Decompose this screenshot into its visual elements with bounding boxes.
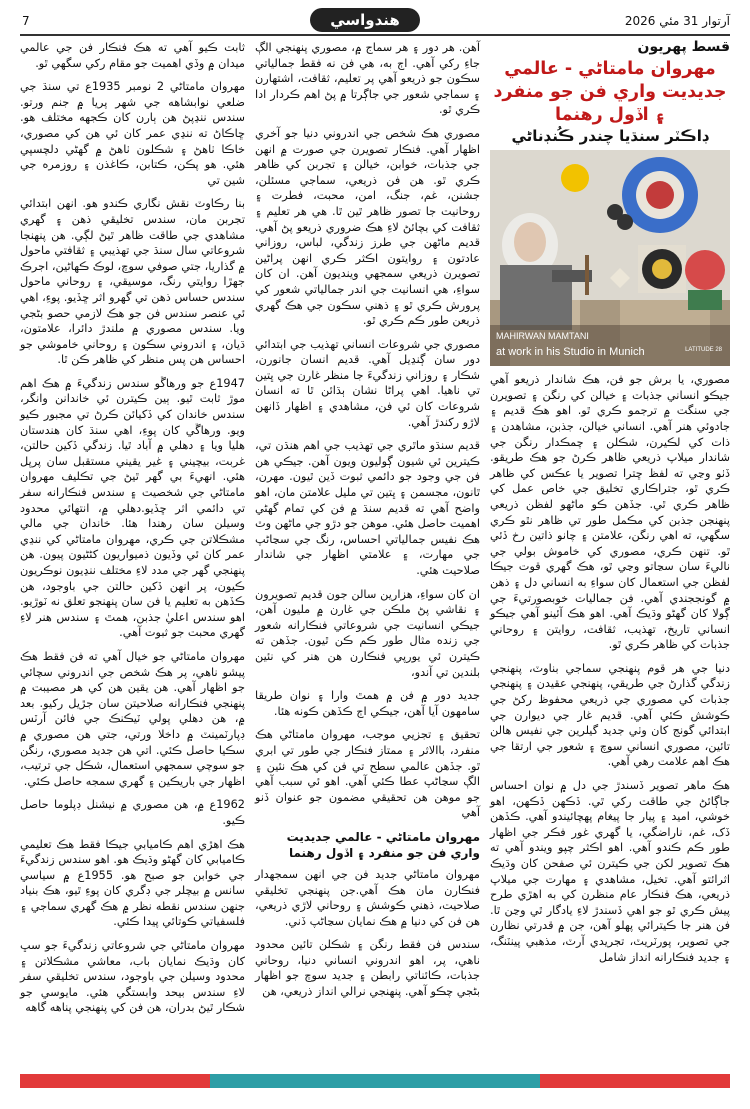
photo-caption-text: at work in his Studio in Munich xyxy=(496,345,645,358)
body-paragraph: ان کان سواءِ، هزارين سالن جون قديم تصويرون ۽ نقاشي پڻ ملڪن جي غارن ۾ مليون آهن، جيڪي انسانيت جي شروعاتي فنڪارانه شعور جي زنده مثال طور ڪم ڪن ٿيون. جڏهن ته ڪيترن ئي يورپي فنڪارن هن هنر کي نئين بلندين تي آندو، xyxy=(255,587,480,679)
body-paragraph: قديم سنڌو ماٿري جي تهذيب جي اهم هنڌن تي، ڪيترين ئي شيون ڳوليون ويون آهن. جيڪي هن فن جي وجود جو دائمي ثبوت ڏين ٿيون. مهرن، ٿانون، مجسمن ۽ ڀتين تي مليل علامتن مان، اهو واضح آهي ته قديم سنڌ ۾ فن کي تمام گهڻي اهميت حاصل هئي. موهن جو دڙو جي ماڻهن وٽ هڪ نفيس جمالياتي احساس، رنگ جي سڃاڻپ جي مهارت، ۽ علامتي اظهار جي شاندار صلاحيت هئي. xyxy=(255,439,480,577)
page-number: 7 xyxy=(22,14,30,28)
section-subhead: مهروان مامتاڻي - عالمي جديديت واري فن جو منفرد ۽ اڏول رهنما xyxy=(286,829,480,860)
body-paragraph: مصوري هڪ شخص جي اندروني دنيا جو آخري اظهار آهي. فنڪار تصويرن جي صورت ۾ انهن جي جذبات، خوابن، خيالن ۽ تجربن کي ظاهر ڪري ٿو. هن فن ذريعي، سماجي مسئلن، جشنن، غم، جنگ، امن، محبت، فطرت ۽ روحانيت جا تصور ظاهر ٿين ٿا. هي هر تعليم ۽ ثقافت کي بچائڻ لاءِ هڪ ضروري ذريعو پڻ آهي. قديم ماڻهن جي طرز زندگي، لباس، روزاني عادتون ۽ روايتون اڪثر ڪري انهن پراڻين تصويرن ذريعي سمجهي وينديون آهن. ان کان سواءِ، هي انسانيت جي اندر جمالياتي شعور کي پرورش ڪري ٿو ۽ ذهني سڪون جي هڪ گهري ذريعن طور ڪم ڪري ٿو. xyxy=(255,126,480,328)
header-rule xyxy=(20,34,730,36)
body-paragraph: مهروان مامتاڻي جو خيال آهي ته فن فقط هڪ پيشو ناهي، پر هڪ شخص جي اندروني سچائي جو اظهار آهي. هن يقين هن کي هر مصيبت ۾ پنهنجي فنڪارانه صلاحيتن سان جڙيل رکيو. بعد ۾، هن دهلي پولي ٽيڪنڪ جي فائن آرٽس ڊپارٽمينٽ ۾ داخلا ورتي، جتي هن مصوري ۾ سڪيا حاصل ڪئي. اتي هن جديد مصوري، رنگن جو سوچي سمجهي استعمال، شڪل جي ترتيب، اظهار جي باريڪين ۽ گهري سمجه حاصل ڪئي. xyxy=(20,649,245,788)
body-paragraph: 1947ع جو ورهاڱو سندس زندگيءَ ۾ هڪ اهم موڙ ثابت ٿيو. ٻين ڪيترن ئي خاندانن وانگر، سندس خاندان کي ڏکيائن ڪرڻ تي مجبور ڪيو ويو. ورهاڱي کان پوءِ، اهي سنڌ کان هندستان هليا ويا ۽ دهلي ۾ آباد ٿيا. زندگي ڏکين حالتن، غربت، بيچيني ۽ غير يقيني مستقبل سان پرپل هئي. انهيءَ بي گهر ٿيڻ جي تڪليف مهروان مامتاڻي جي شخصيت ۽ سندس فنڪارانه سفر تي دائمي اثر ڇڏيو.دهلي ۾، انتهائي محدود وسيلن سان رهندا هئا. خاندان جي مالي مشڪلاتن جي ڪري، مهروان مامتاڻي کي ننڍي عمر کان ئي وڏيون ذميواريون کڻڻيون پيون. هن پنهنجي گهر جي مدد لاءِ مختلف ننڍيون نوڪريون ڪيون، پر انهن ڏکين حالتن جي باوجود، هن ڪڏهن به تعليم يا فن سان پنهنجو تعلق نه ٽوڙيو. اهو سندس اعليٰ جذبن، همٿ ۽ سندس هنر لاءِ گهري محبت جو ثبوت آهي. xyxy=(20,376,245,640)
body-paragraph: هڪ ماهر تصوير ڏسندڙ جي دل ۾ نوان احساس جاڳائڻ جي طاقت رکي ٿي. ڏڪهن ڏڪهن، اهو خوشي، اميد ۽ پيار جا پيغام پهچائيندو آهي. ڪڏهن ڏک، غم، ناراضگي، يا گهري غور فڪر جي اظهار طور ڪم ڪندو آهي. اهو اڪثر چپو ويندو آهي ته هڪ تصوير لکن جي ڪيترن ئي صفحن کان وڌيڪ اثرائتو آهي. تخيل، مشاهدي ۽ مهارت جي ميلاپ ذريعي، هڪ فنڪار عام منظرن کي به اهڙي طرح پيش ڪري ٿو جو اهي ڏسندڙ لاءِ يادگار ٿي وڃن ٿا. فن هنر جا ڪيترائي پهلو آهن، جن ۾ قدرتي نظارن جي تصوير، پورٽريٽ، تجريدي آرٽ، مذهبي پينٽنگ، ۽ جديد فنڪارانه انداز شامل xyxy=(490,779,730,964)
article-byline: ڊاڪٽر سنڌيا چندر ڪُنڊناڻي xyxy=(511,126,709,145)
body-paragraph: دنيا جي هر قوم پنهنجي سماجي بناوٽ، پنهنجي زندگي گذارڻ جي طريقي، پنهنجي عقيدن ۽ پنهنجي جذبات کي مصوري جي ذريعي محفوظ رکڻ جي ڪوشش ڪئي آهي. قديم غار جي ديوارن جي ابتدائي گونج کان وٺي جديد گيلرين جي نفيس هالن تائين، مصوري انساني سوچ ۽ شعور جي ارتقا جي هڪ اهم علامت رهي آهي. xyxy=(490,661,730,769)
footer-bar-red-segment xyxy=(20,1074,210,1088)
footer-bar-teal-segment xyxy=(210,1074,540,1088)
body-paragraph: مهروان مامتاڻي 2 نومبر 1935ع تي سنڌ جي ضلعي نوابشاهه جي شهر پريا ۾ جنم ورتو. سندس ننڍپڻ هن ٻارن کان ڪجهه مختلف هو. ڇاڪاڻ ته ننڍي عمر کان ئي هن کي مصوري، خاڪا ٺاهڻ ۽ شڪلون ٺاهڻ ۾ گهڻي دلچسپي هئي. هو پڪن، ڪتابن، ڪاغذن ۽ روزمره جي شين تي xyxy=(20,80,245,187)
body-paragraph: سندس فن فقط رنگن ۽ شڪلن تائين محدود ناهي، پر، اهو اندروني انساني دنيا، روحاني جذبات، ڪائناتي رابطن ۽ جديد سوچ جو اظهار بڻجي چڪو آهي. پنهنجي نرالي انداز ذريعي، هن xyxy=(255,938,480,999)
page-header xyxy=(0,0,750,36)
body-paragraph: مهروان مامتاڻي جديد فن جي انهن سمجهدار فنڪارن مان هڪ آهي.جن پنهنجي تخليقي صلاحيت، ذهني ڪوشش ۽ روحاني لاڙي ذريعي، هن فن کي دنيا ۾ هڪ نمايان سڃاڻپ ڏني. xyxy=(255,867,480,928)
body-paragraph: مصوري، يا برش جو فن، هڪ شاندار ذريعو آهي جيڪو انساني جذبات ۽ خيالن کي رنگن ۽ تصويرن جي سنگت ۾ ترجمو ڪري ٿو. اهو هڪ قديم ۽ جادوئي هنر آهي. انساني خيالن، جذبن، مشاهدن ۽ ذات کي لڪيرن، شڪلن ۽ چمڪدار رنگن جي شاندار ميلاپ ذريعي ظاهر ڪرڻ جو هڪ طريقو. ڏٺو وڃي ته لفظ ڇترا تصوير يا عڪس کي ظاهر ڪري ٿو، جتراڪاري تخليق جي خاص عمل کي ظاهر ڪري ٿي. جڏهن ڪو ماڻهو لفظن ذريعي پنهنجن جذبن کي مڪمل طور تي ظاهر نٿو ڪري سگهي، ته اهي رنگن، علامتن ۽ چانو ذاتين رخ ڏئي ٿو. تنهن ڪري، مصوري کي خاموش بولي جي ناليءَ سان سڃاتو وڃي ٿو، هڪ گهري قوت جيڪا لفظن جي استعمال کان سواءِ به انساني دل ۽ ذهن ۾ گونججندي آهي. فن جماليات خوبصورتيءَ جي ڳولا کان گهڻو وڌيڪ آهي. اهو هڪ آئينو آهي جيڪو انساني تاريخ، تهذيب، ثقافت، روايتن ۽ روحاني جذبات کي ظاهر ڪري ٿو. xyxy=(490,373,730,652)
body-paragraph: مهروان مامتاڻي جي شروعاتي زندگيءَ جو سڀ کان وڌيڪ نمايان باب، معاشي مشڪلاتن ۽ محدود وسيلن جي باوجود، سندس تخليقي سفر لاءِ سندس بيحد وابستگي هئي. مايوسي جو شڪار ٿيڻ بدران، هن فن کي پنهنجي پناهه گاهه xyxy=(20,939,245,1015)
column-left xyxy=(20,40,245,1024)
body-paragraph: ثابت ڪيو آهي ته هڪ فنڪار فن جي عالمي ميدان ۾ وڏي اهميت جو مقام رکي سگهي ٿو. xyxy=(20,41,245,70)
body-paragraph: 1962ع ۾، هن مصوري ۾ نيشنل ڊپلوما حاصل ڪيو. xyxy=(20,798,245,827)
column-right xyxy=(490,40,730,973)
body-paragraph: جديد دور ۾ فن ۾ همٿ وارا ۽ نوان طريقا سامهون آيا آهن، جيڪي اڄ ڪڏهن ڪونه هئا. xyxy=(255,689,480,718)
column-middle xyxy=(255,40,480,1008)
series-part-label: قسط پهريون xyxy=(637,39,730,55)
photo-caption-name: MAHIRWAN MAMTANI xyxy=(496,330,589,341)
article-headline: مهروان مامتاڻي - عالمي جديديت واري فن جو منفرد ۽ اڏول رهنما xyxy=(493,58,727,125)
body-paragraph: تحقيق ۽ تجزيي موجب، مهروان مامتاڻي هڪ منفرد، باالاثر ۽ ممتاز فنڪار جي طور تي ابري ٿو. جڏهن عالمي سطح تي فن کي هڪ نئين ۽ الڳ سڃاڻپ عطا ڪئي آهي. اهو ئي سبب آهي جو موهن هن تحقيقي مضمون جو عنوان ڏنو آهي xyxy=(255,728,480,820)
body-paragraph: مصوري جي شروعات انساني تهذيب جي ابتدائي دور سان ڳنڍيل آهي. قديم انسان جانورن، شڪار ۽ روزاني زندگيءَ جا منظر غارن جي ڀتين تي ناهيا. اهي پراڻا نشان ٻڌائن ٿا ته انسان شروعات کان ئي فن، مشاهدي ۽ اظهار ڏانهن لاڙو رکندڙ آهي. xyxy=(255,337,480,429)
footer-bar-red-segment xyxy=(540,1074,730,1088)
body-paragraph: بنا رڪاوٽ نقش نگاري ڪندو هو. انهن ابتدائي تجربن مان، سندس تخليقي ذهن ۽ گهري مشاهدي جي طاقت ظاهر ٿيڻ لڳي. هن پنهنجا شروعاتي سال سنڌ جي تهذيبي ۽ ثقافتي ماحول ۾ گذاريا، جتي صوفي سوچ، لوڪ ڪهاڻين، اجرڪ جهڙا روايتي رنگ، موسيقي، ۽ روحاني ماحول سندس حساس ذهن تي گهرو اثر ڇڏيو. پوءِ، اهي ئي عنصر سندس فن جو هڪ لازمي حصو بڻجي ويا. سندس مصوري ۾ ملندڙ دائرا، علامتون، ڌيان، ۽ اندروني سڪون ۽ روحاني خاموشي جو احساس هن پس منظر کي ظاهر ڪن ٿا. xyxy=(20,197,245,367)
artist-photo xyxy=(490,150,730,366)
issue-date: آرتوار 31 مئي 2026 xyxy=(624,14,730,28)
footer-color-bar xyxy=(20,1074,730,1088)
body-paragraph: هڪ اهڙي اهم ڪاميابي جيڪا فقط هڪ تعليمي ڪاميابي کان گهڻو وڌيڪ هو. اهو سندس زندگيءَ جي خوابن جو صبح هو. 1955ع ۾ سياسي سانس ۾ بيچلر جي ڊگري کان پوءِ ٿيو، هڪ بنياد جنهن سندس نقطه نظر ۾ هڪ گهري سماجي ۽ فلسفياتي ڪوتائي پيدا ڪئي. xyxy=(20,837,245,929)
masthead-logo: هندواسي xyxy=(310,8,420,32)
photo-watermark: LATITUDE 28 xyxy=(685,346,722,353)
body-paragraph: آهن. هر دور ۽ هر سماج ۾، مصوري پنهنجي الڳ جاءِ رکي آهي. اڄ به، هي فن نه فقط جمالياتي سڪون جو ذريعو آهي پر تعليم، ثقافت، اشتهارن ۽ سماجي شعور جي جاڳرتا ۾ پڻ اهم ڪردار ادا ڪري ٿو. xyxy=(255,41,480,117)
